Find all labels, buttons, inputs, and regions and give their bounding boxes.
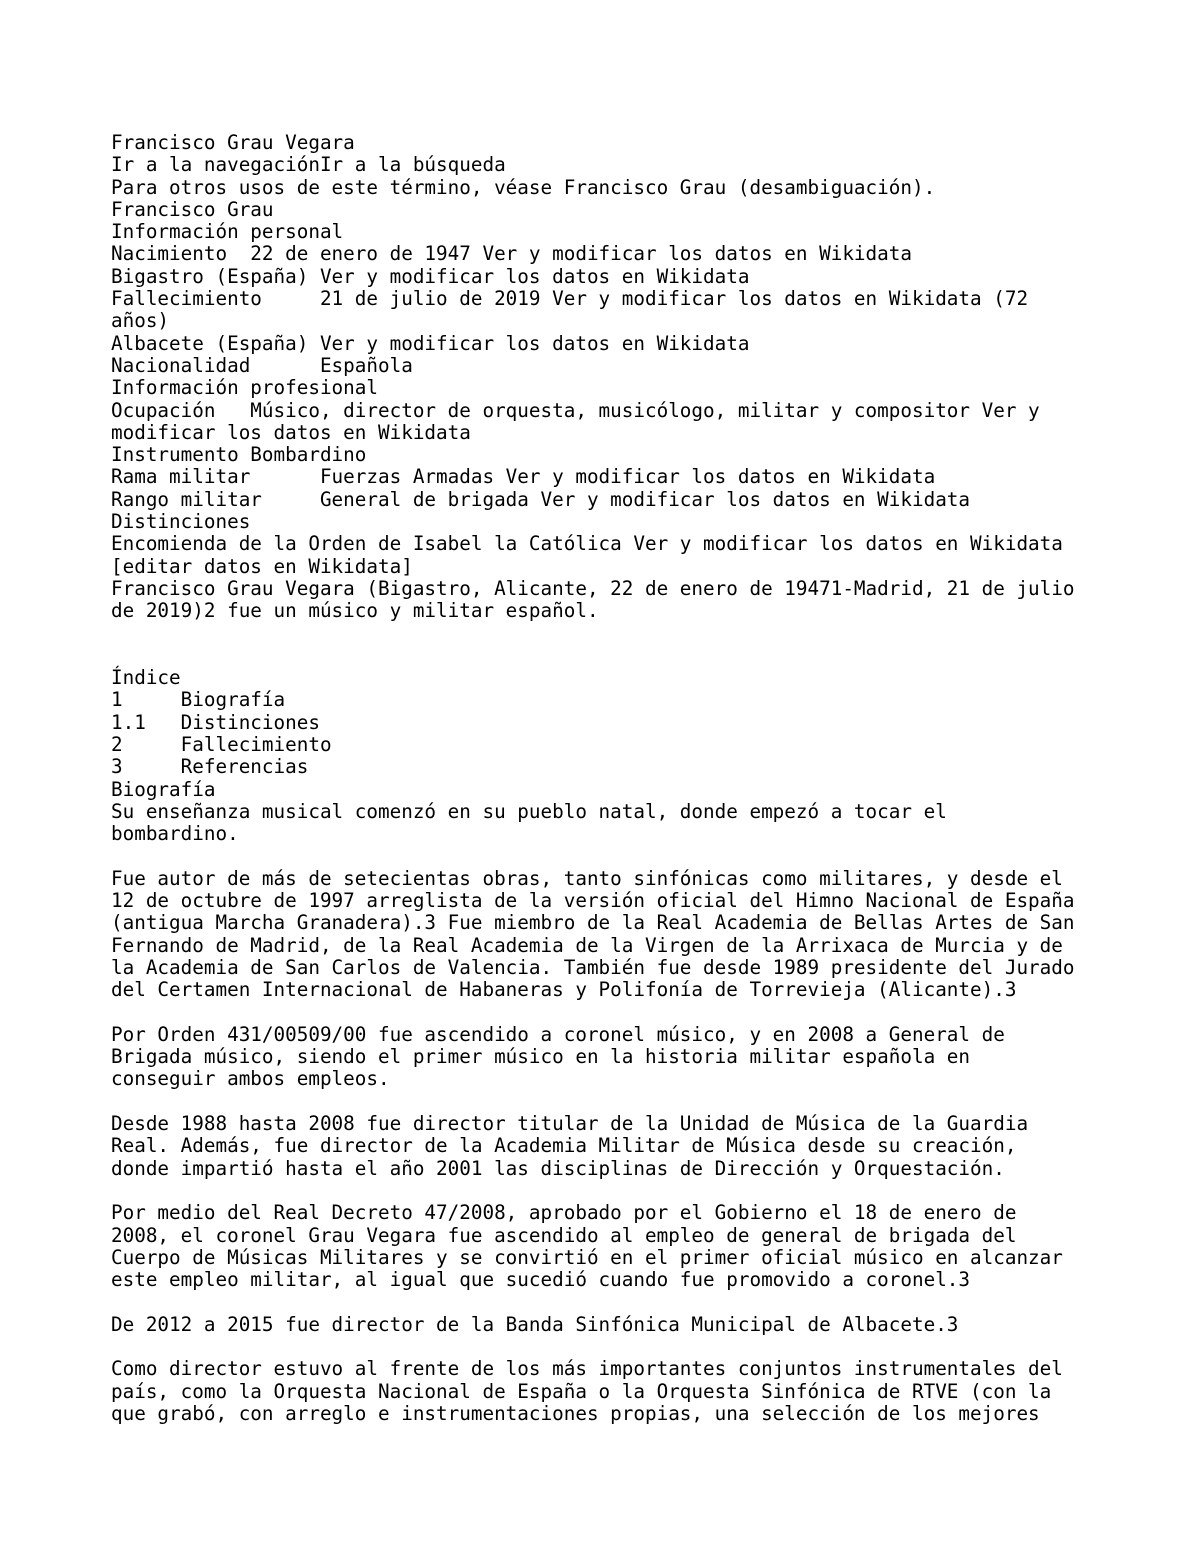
text-line: 12 de octubre de 1997 arreglista de la versión oficial del Himno Nacional de España	[111, 889, 1075, 913]
blank-line	[111, 1091, 1111, 1113]
blank-line	[111, 1291, 1111, 1313]
text-line: Ocupación Músico, director de orquesta, musicólogo, militar y compositor Ver y	[111, 398, 1040, 422]
text-line: Su enseñanza musical comenzó en su pueblo natal, donde empezó a tocar el	[111, 799, 947, 823]
text-line: este empleo militar, al igual que sucedió cuando fue promovido a coronel.3	[111, 1268, 971, 1292]
text-line: Francisco Grau	[111, 197, 274, 221]
text-line: que grabó, con arreglo e instrumentaciones propias, una selección de los mejores	[111, 1401, 1040, 1425]
text-line: la Academia de San Carlos de Valencia. También fue desde 1989 presidente del Jurado	[111, 955, 1075, 979]
text-line: Fallecimiento 21 de julio de 2019 Ver y modificar los datos en Wikidata (72	[111, 287, 1029, 311]
text-line: De 2012 a 2015 fue director de la Banda Sinfónica Municipal de Albacete.3	[111, 1312, 959, 1336]
text-line: Bigastro (España) Ver y modificar los datos en Wikidata	[111, 264, 750, 288]
text-line: Fue autor de más de setecientas obras, tanto sinfónicas como militares, y desde el	[111, 866, 1063, 890]
text-line: Distinciones	[111, 510, 251, 534]
text-line: Índice	[111, 666, 181, 690]
text-line: 1.1 Distinciones	[111, 710, 320, 734]
text-line: Instrumento Bombardino	[111, 443, 367, 467]
text-line: Como director estuvo al frente de los más importantes conjuntos instrumentales del	[111, 1357, 1063, 1381]
text-line: modificar los datos en Wikidata	[111, 420, 471, 444]
text-line: Real. Además, fue director de la Academia Militar de Música desde su creación,	[111, 1134, 1017, 1158]
text-line: Cuerpo de Músicas Militares y se convirtió en el primer oficial músico en alcanzar	[111, 1245, 1063, 1269]
text-line: Albacete (España) Ver y modificar los datos en Wikidata	[111, 331, 750, 355]
blank-line	[111, 1002, 1111, 1024]
text-line: Biografía	[111, 777, 216, 801]
text-line: (antigua Marcha Granadera).3 Fue miembro de la Real Academia de Bellas Artes de San	[111, 911, 1075, 935]
text-line: Ir a la navegaciónIr a la búsqueda	[111, 153, 506, 177]
text-line: Nacimiento 22 de enero de 1947 Ver y modificar los datos en Wikidata	[111, 242, 912, 266]
text-line: Encomienda de la Orden de Isabel la Católica Ver y modificar los datos en Wikidata	[111, 532, 1063, 556]
text-line: años)	[111, 309, 170, 333]
text-line: Fernando de Madrid, de la Real Academia de la Virgen de la Arrixaca de Murcia y de	[111, 933, 1063, 957]
text-line: [editar datos en Wikidata]	[111, 554, 413, 578]
text-line: 2008, el coronel Grau Vegara fue ascendido al empleo de general de brigada del	[111, 1223, 1017, 1247]
blank-line	[111, 1336, 1111, 1358]
text-line: Francisco Grau Vegara	[111, 131, 355, 154]
text-line: 2 Fallecimiento	[111, 733, 332, 757]
blank-line	[111, 1180, 1111, 1202]
text-line: Información personal	[111, 220, 344, 244]
document-body	[111, 132, 1111, 1425]
text-line: Rango militar General de brigada Ver y modificar los datos en Wikidata	[111, 487, 971, 511]
text-line: país, como la Orquesta Nacional de España o la Orquesta Sinfónica de RTVE (con la	[111, 1379, 1052, 1403]
blank-line	[111, 846, 1111, 868]
text-line: Información profesional	[111, 376, 378, 400]
text-line: 1 Biografía	[111, 688, 286, 712]
text-line: Por Orden 431/00509/00 fue ascendido a coronel músico, y en 2008 a General de	[111, 1022, 1005, 1046]
text-line: Rama militar Fuerzas Armadas Ver y modificar los datos en Wikidata	[111, 465, 936, 489]
text-line: del Certamen Internacional de Habaneras y Polifonía de Torrevieja (Alicante).3	[111, 978, 1017, 1002]
text-line: Por medio del Real Decreto 47/2008, aprobado por el Gobierno el 18 de enero de	[111, 1201, 1017, 1225]
text-line: Brigada músico, siendo el primer músico en la historia militar española en	[111, 1045, 971, 1069]
text-line: bombardino.	[111, 822, 239, 846]
text-line: 3 Referencias	[111, 755, 309, 779]
text-line: de 2019)2 fue un músico y militar español.	[111, 599, 599, 623]
text-line: Para otros usos de este término, véase Francisco Grau (desambiguación).	[111, 175, 936, 199]
text-line: conseguir ambos empleos.	[111, 1067, 390, 1091]
text-line: donde impartió hasta el año 2001 las disciplinas de Dirección y Orquestación.	[111, 1156, 1005, 1180]
blank-line	[111, 623, 1111, 645]
text-line: Desde 1988 hasta 2008 fue director titular de la Unidad de Música de la Guardia	[111, 1112, 1029, 1136]
text-line: Nacionalidad Española	[111, 353, 413, 377]
text-line: Francisco Grau Vegara (Bigastro, Alicante, 22 de enero de 19471-Madrid, 21 de julio	[111, 576, 1075, 600]
blank-line	[111, 645, 1111, 667]
